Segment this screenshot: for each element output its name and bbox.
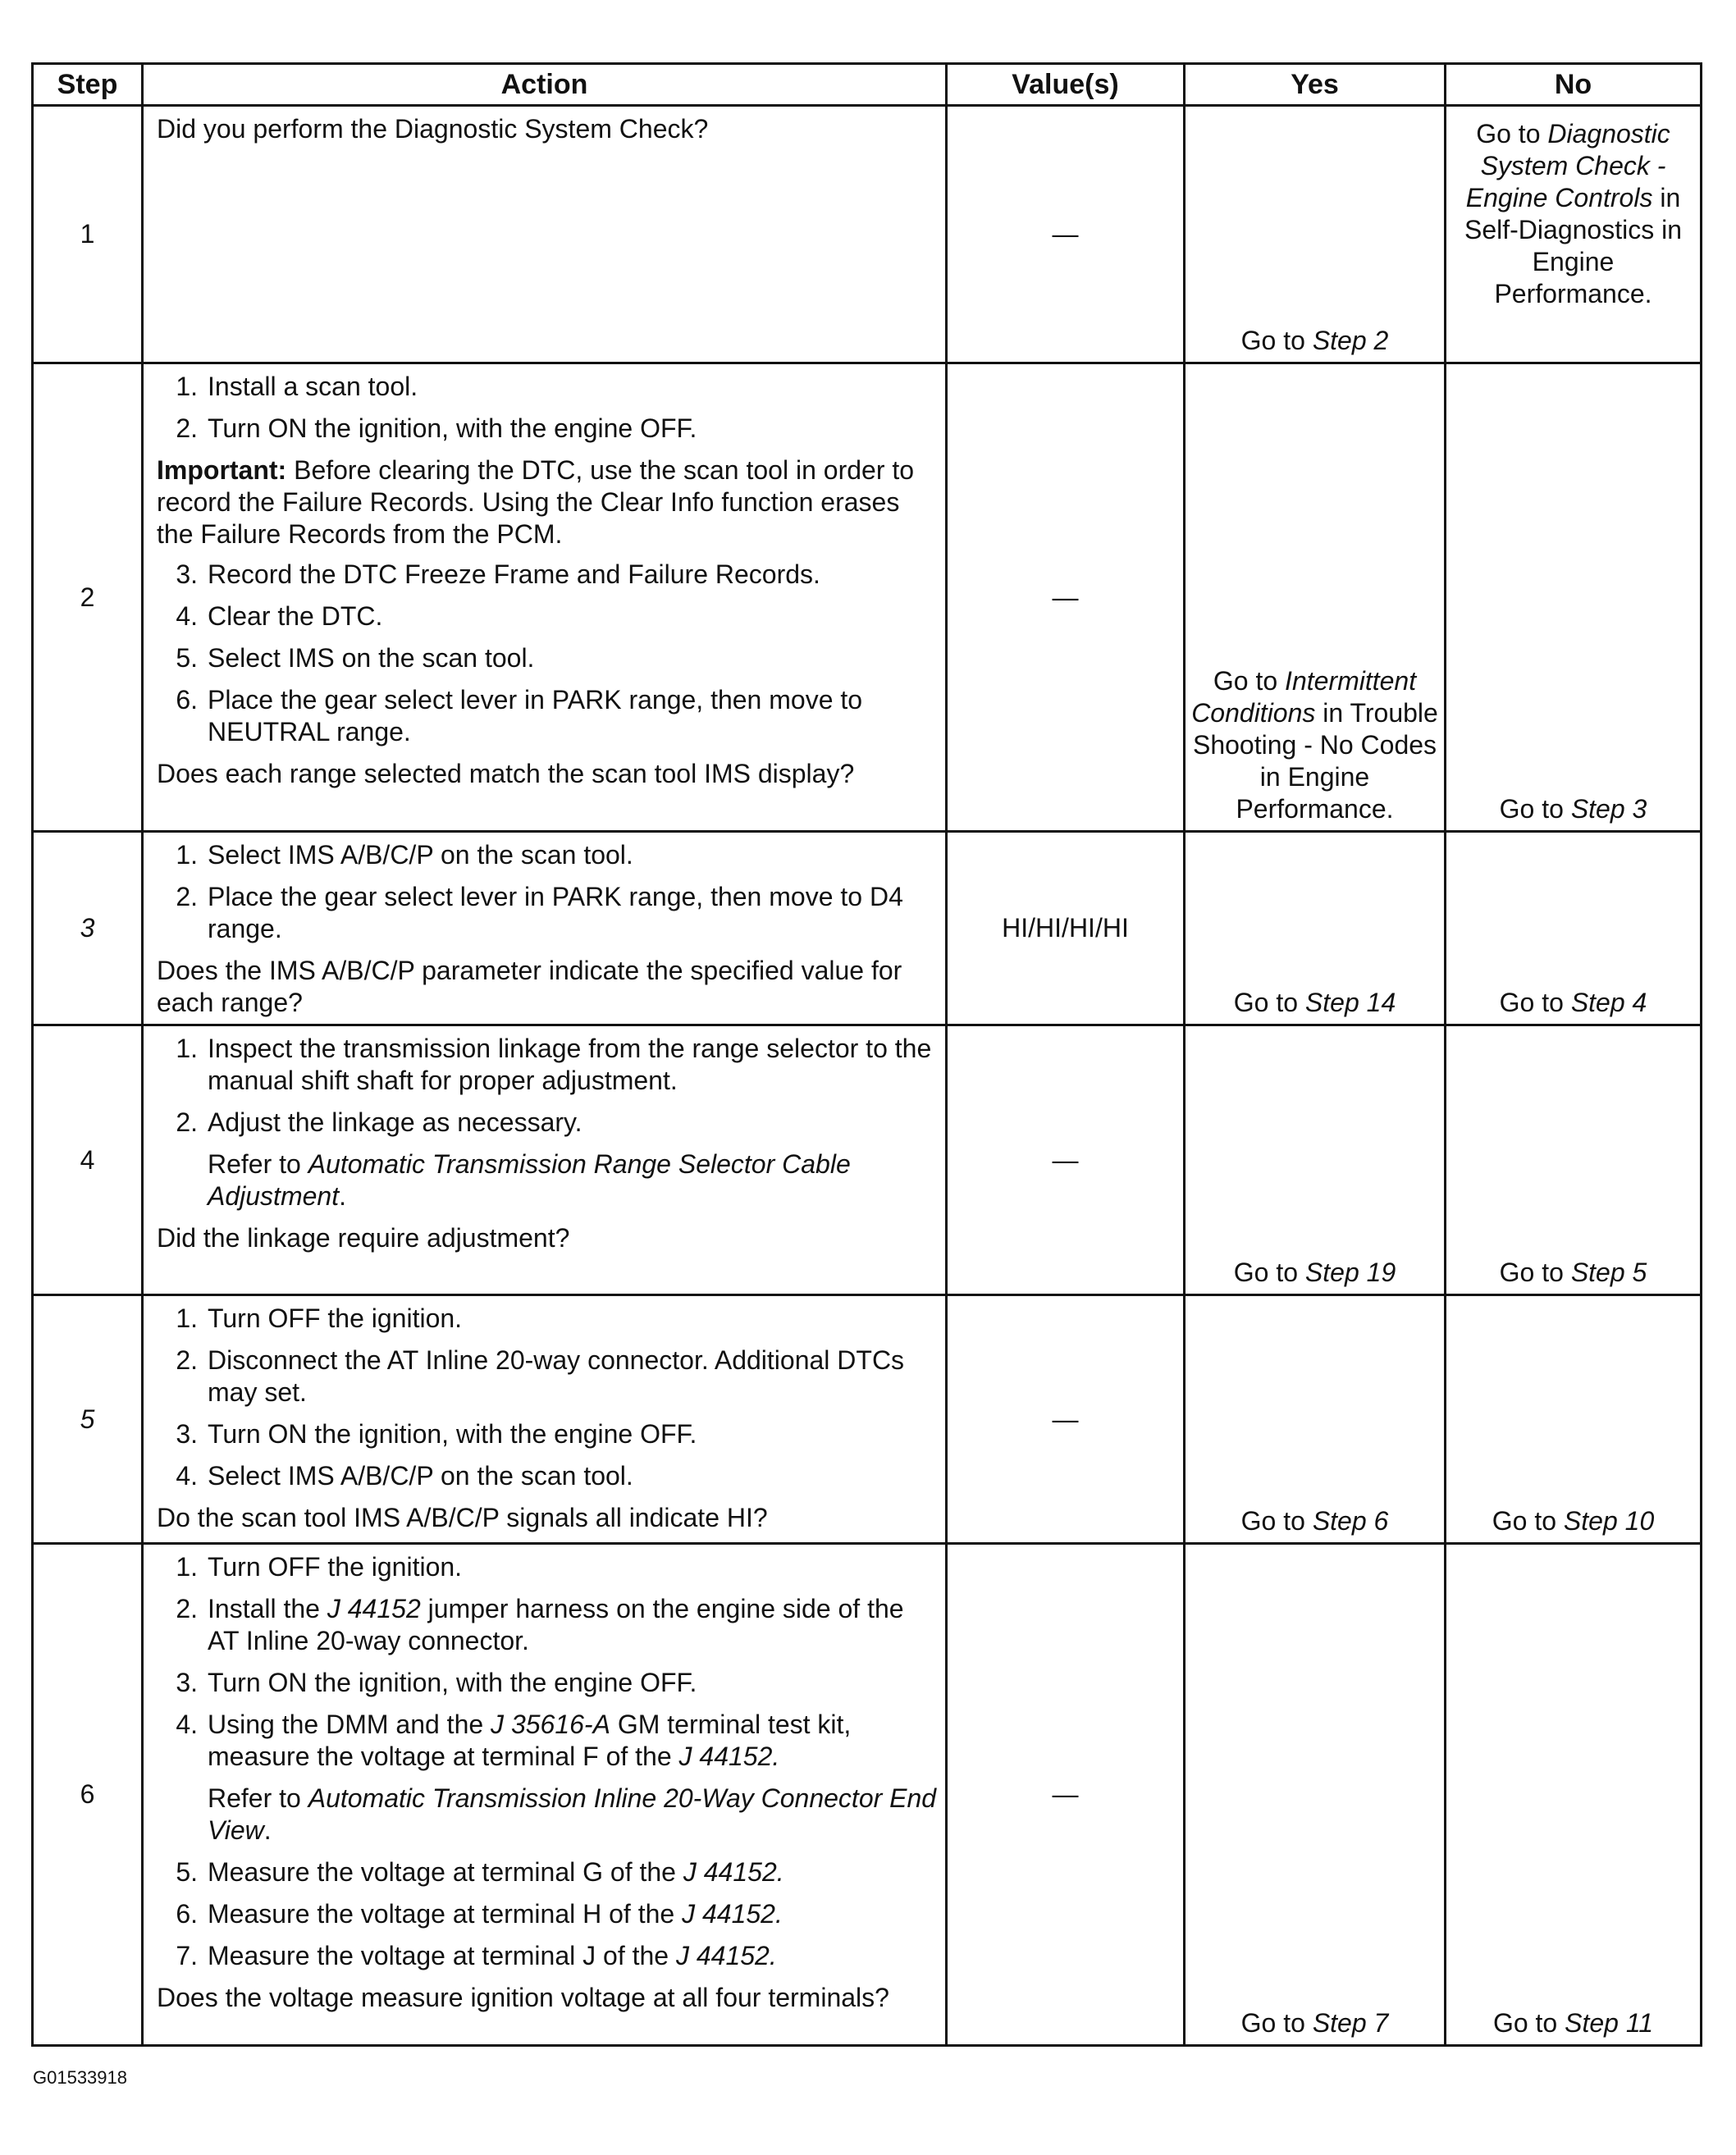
text-run: J 44152. [683, 1857, 784, 1887]
item-text [208, 413, 937, 445]
text-run: Go to [1492, 2008, 1565, 2038]
text-run: jumper harness on the engine side of the AT Inline 20-way connector. [208, 1594, 904, 1655]
no-cell [1446, 1295, 1702, 1544]
text-run: Go to [1499, 794, 1571, 824]
text-run: Turn OFF the ignition. [208, 1304, 463, 1333]
yes-cell [1185, 832, 1446, 1025]
text-run: Intermittent Conditions [1191, 666, 1417, 728]
text-run: Diagnostic System Check - Engine Controls [1465, 119, 1670, 212]
no-cell [1446, 1025, 1702, 1295]
action-list-item [157, 839, 937, 871]
text-run: in Trouble Shooting - No Codes in Engine Performance. [1192, 698, 1438, 824]
item-text [208, 1107, 937, 1139]
text-run: Place the gear select lever in PARK range, then move to NEUTRAL range. [208, 685, 863, 746]
text-run: Install a scan tool. [208, 372, 418, 401]
action-question [157, 955, 937, 1019]
item-number: 1. [176, 1034, 198, 1063]
text-run: J 44152. [682, 1899, 783, 1929]
text-run: J 35616-A [491, 1710, 610, 1739]
item-text [208, 1033, 937, 1097]
text-run: . [263, 1815, 272, 1845]
text-run: Refer to [208, 1783, 308, 1813]
item-text [208, 1856, 937, 1888]
text-run: Step 7 [1312, 2008, 1389, 2038]
step-number: 3 [33, 832, 143, 1025]
text-run: Go to [1233, 1258, 1305, 1287]
action-list-item [157, 1709, 937, 1773]
step-number: 6 [33, 1544, 143, 2046]
text-run: Go to [1492, 1506, 1564, 1536]
header-yes: Yes [1185, 64, 1446, 106]
table-body [33, 106, 1702, 2046]
action-list-item [157, 600, 937, 632]
text-run: Does the IMS A/B/C/P parameter indicate the specified value for each range? [157, 956, 902, 1017]
header-values: Value(s) [947, 64, 1185, 106]
item-text [208, 1551, 937, 1583]
text-run: J 44152. [678, 1742, 780, 1771]
action-list-item [157, 642, 937, 674]
step-number: 5 [33, 1295, 143, 1544]
action-cell [143, 1544, 947, 2046]
item-number: 2. [176, 882, 198, 911]
action-list-item [157, 1940, 937, 1972]
header-no: No [1446, 64, 1702, 106]
action-list-item [157, 1418, 937, 1450]
item-number: 4. [176, 1710, 198, 1739]
value-cell: — [947, 1544, 1185, 2046]
action-question [157, 1222, 937, 1254]
item-text [208, 881, 937, 945]
item-number: 3. [176, 1419, 198, 1449]
action-list-item [157, 1345, 937, 1409]
item-number: 6. [176, 685, 198, 715]
no-cell [1446, 106, 1702, 363]
action-cell [143, 363, 947, 832]
action-question [157, 1982, 937, 2014]
text-run: in Self-Diagnostics in Engine Performance. [1464, 183, 1682, 308]
text-run: Select IMS A/B/C/P on the scan tool. [208, 840, 633, 870]
text-run: Using the DMM and the [208, 1710, 491, 1739]
item-text [208, 371, 937, 403]
text-run: Did you perform the Diagnostic System Check? [157, 114, 709, 144]
action-list-item [157, 1898, 937, 1930]
action-cell [143, 1025, 947, 1295]
action-list-item [157, 1551, 937, 1583]
item-number: 2. [176, 413, 198, 443]
step-number: 4 [33, 1025, 143, 1295]
item-text [208, 1303, 937, 1335]
text-run: Measure the voltage at terminal J of the [208, 1941, 676, 1970]
no-cell [1446, 1544, 1702, 2046]
item-text [208, 1460, 937, 1492]
text-run: Go to [1240, 2008, 1313, 2038]
item-number: 2. [176, 1345, 198, 1375]
item-text [208, 1418, 937, 1450]
text-run: Turn OFF the ignition. [208, 1552, 463, 1582]
table-row [33, 832, 1702, 1025]
text-run: Select IMS on the scan tool. [208, 643, 535, 673]
item-number: 4. [176, 601, 198, 631]
action-note [157, 454, 937, 550]
text-run: Refer to [208, 1149, 308, 1179]
action-list-item [157, 1856, 937, 1888]
text-run: Step 5 [1570, 1258, 1647, 1287]
text-run: Important: [157, 455, 287, 485]
item-number: 1. [176, 1304, 198, 1333]
no-cell [1446, 363, 1702, 832]
table-row [33, 1025, 1702, 1295]
action-note [157, 113, 937, 145]
value-cell: — [947, 1295, 1185, 1544]
no-cell [1446, 832, 1702, 1025]
action-list-item [157, 559, 937, 591]
item-number: 6. [176, 1899, 198, 1929]
item-number: 7. [176, 1941, 198, 1970]
action-list-item [157, 881, 937, 945]
item-number: 1. [176, 1552, 198, 1582]
table-header-row [33, 64, 1702, 106]
text-run: Go to [1476, 119, 1548, 148]
text-run: Automatic Transmission Inline 20-Way Connector End View [208, 1783, 937, 1845]
value-cell: — [947, 106, 1185, 363]
action-list-item [157, 371, 937, 403]
text-run: Do the scan tool IMS A/B/C/P signals all indicate HI? [157, 1503, 768, 1532]
item-text [208, 559, 937, 591]
text-run: Measure the voltage at terminal H of the [208, 1899, 683, 1929]
text-run: . [339, 1181, 346, 1211]
text-run: GM terminal test kit, measure the voltage at terminal F of the [208, 1710, 852, 1771]
text-run: Turn ON the ignition, with the engine OFF. [208, 1419, 697, 1449]
header-action: Action [143, 64, 947, 106]
text-run: Does each range selected match the scan tool IMS display? [157, 759, 855, 788]
item-number: 3. [176, 1668, 198, 1697]
text-run: J 44152. [675, 1941, 777, 1970]
yes-cell [1185, 1544, 1446, 2046]
text-run: Place the gear select lever in PARK range, then move to D4 range. [208, 882, 903, 943]
item-number: 1. [176, 372, 198, 401]
action-list-item [157, 1667, 937, 1699]
text-run: Turn ON the ignition, with the engine OFF. [208, 413, 697, 443]
action-cell [143, 1295, 947, 1544]
action-question [157, 758, 937, 790]
item-text [208, 642, 937, 674]
action-list-item [157, 1033, 937, 1097]
action-list-item [157, 1303, 937, 1335]
table-row [33, 106, 1702, 363]
figure-id: G01533918 [33, 2067, 127, 2088]
header-step: Step [33, 64, 143, 106]
value-cell: — [947, 363, 1185, 832]
action-list-item [157, 684, 937, 748]
step-number: 2 [33, 363, 143, 832]
yes-cell [1185, 1025, 1446, 1295]
item-number: 2. [176, 1107, 198, 1137]
text-run: Go to [1240, 326, 1313, 355]
text-run: Adjust the linkage as necessary. [208, 1107, 582, 1137]
action-cell [143, 832, 947, 1025]
text-run: Step 6 [1312, 1506, 1389, 1536]
item-text [208, 1709, 937, 1773]
value-cell: — [947, 1025, 1185, 1295]
text-run: Step 2 [1312, 326, 1389, 355]
text-run: Step 4 [1570, 988, 1647, 1017]
text-run: Go to [1499, 1258, 1571, 1287]
text-run: Step 3 [1570, 794, 1647, 824]
table-row [33, 1544, 1702, 2046]
yes-cell [1185, 1295, 1446, 1544]
text-run: Measure the voltage at terminal G of the [208, 1857, 683, 1887]
text-run: Disconnect the AT Inline 20-way connector. Additional DTCs may set. [208, 1345, 905, 1407]
item-number: 1. [176, 840, 198, 870]
text-run: Did the linkage require adjustment? [157, 1223, 570, 1253]
text-run: Automatic Transmission Range Selector Cable Adjustment [208, 1149, 851, 1211]
text-run: Step 11 [1565, 2008, 1654, 2038]
action-question [157, 1502, 937, 1534]
item-text [208, 1667, 937, 1699]
item-number: 3. [176, 559, 198, 589]
action-list-item [157, 1593, 937, 1657]
text-run: J 44152 [327, 1594, 421, 1623]
action-list-item [157, 1460, 937, 1492]
action-list-item [157, 1107, 937, 1139]
text-run: Go to [1499, 988, 1571, 1017]
text-run: Go to [1240, 1506, 1313, 1536]
text-run: Inspect the transmission linkage from the range selector to the manual shift shaft for proper adjustment. [208, 1034, 932, 1095]
action-cell [143, 106, 947, 363]
action-reference [157, 1783, 937, 1847]
text-run: Clear the DTC. [208, 601, 383, 631]
text-run: Record the DTC Freeze Frame and Failure Records. [208, 559, 820, 589]
text-run: Before clearing the DTC, use the scan tool in order to record the Failure Records. Using the Clear Info function erases the Failure Records from the PCM. [157, 455, 915, 549]
item-number: 5. [176, 643, 198, 673]
diagnostic-table [31, 62, 1702, 2047]
action-list-item [157, 413, 937, 445]
item-text [208, 839, 937, 871]
table-row [33, 363, 1702, 832]
item-text [208, 600, 937, 632]
text-run: Select IMS A/B/C/P on the scan tool. [208, 1461, 633, 1491]
text-run: Step 14 [1304, 988, 1396, 1017]
item-text [208, 684, 937, 748]
yes-cell [1185, 363, 1446, 832]
text-run: Go to [1233, 988, 1305, 1017]
text-run: Turn ON the ignition, with the engine OFF. [208, 1668, 697, 1697]
action-reference [157, 1148, 937, 1212]
yes-cell [1185, 106, 1446, 363]
value-cell: HI/HI/HI/HI [947, 832, 1185, 1025]
item-number: 4. [176, 1461, 198, 1491]
text-run: Go to [1213, 666, 1286, 696]
text-run: Does the voltage measure ignition voltage at all four terminals? [157, 1983, 889, 2012]
table-row [33, 1295, 1702, 1544]
step-number: 1 [33, 106, 143, 363]
item-text [208, 1898, 937, 1930]
item-number: 2. [176, 1594, 198, 1623]
item-text [208, 1593, 937, 1657]
text-run: Step 19 [1304, 1258, 1396, 1287]
item-text [208, 1940, 937, 1972]
text-run: Install the [208, 1594, 327, 1623]
text-run: Step 10 [1563, 1506, 1655, 1536]
item-number: 5. [176, 1857, 198, 1887]
item-text [208, 1345, 937, 1409]
